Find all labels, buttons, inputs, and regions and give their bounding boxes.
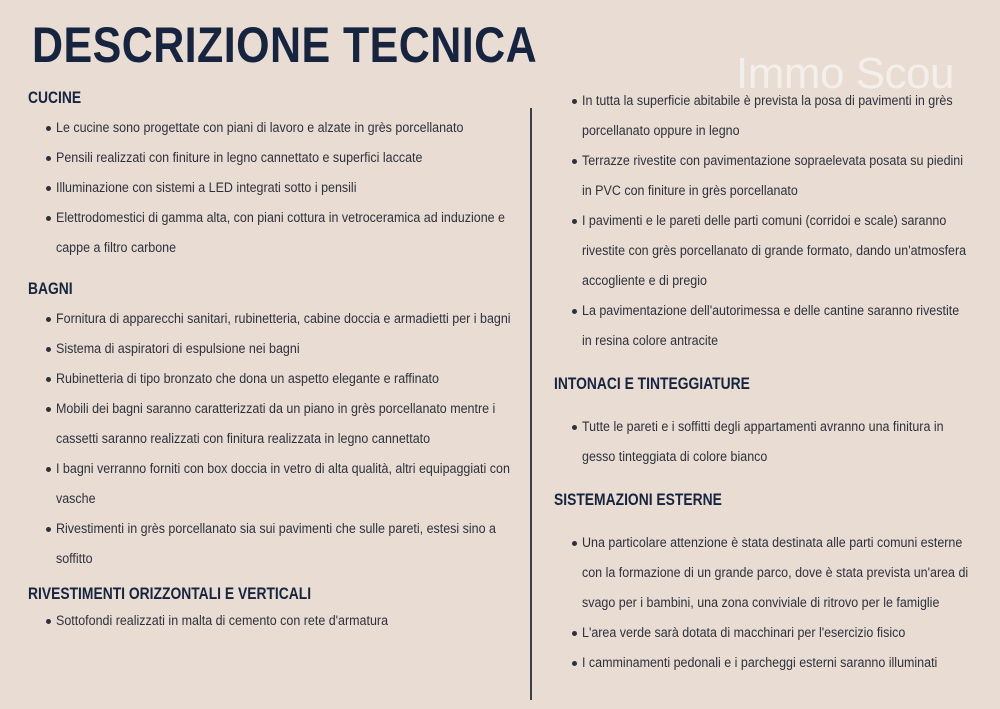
- list-esterne: [554, 528, 974, 678]
- list-rivestimenti: [28, 606, 518, 636]
- list-item: L'area verde sarà dotata di macchinari per l'esercizio fisico: [554, 618, 974, 648]
- list-item: Mobili dei bagni saranno caratterizzati da un piano in grès porcellanato mentre i cassetti saranno realizzati con finitura realizzata in legno cannettato: [28, 394, 518, 454]
- list-item: Elettrodomestici di gamma alta, con piani cottura in vetroceramica ad induzione e cappe a filtro carbone: [28, 203, 518, 263]
- list-bagni: [28, 304, 518, 574]
- section-heading-cucine: CUCINE: [28, 89, 82, 107]
- section-heading-intonaci: INTONACI E TINTEGGIATURE: [554, 375, 750, 393]
- list-item: Sistema di aspiratori di espulsione nei bagni: [28, 334, 518, 364]
- section-heading-bagni: BAGNI: [28, 280, 73, 298]
- list-item: La pavimentazione dell'autorimessa e delle cantine saranno rivestite in resina colore antracite: [554, 296, 974, 356]
- list-item: In tutta la superficie abitabile è prevista la posa di pavimenti in grès porcellanato oppure in legno: [554, 86, 974, 146]
- watermark-logo: Immo Scou: [736, 49, 955, 98]
- page-title: DESCRIZIONE TECNICA: [32, 17, 538, 73]
- list-item: I bagni verranno forniti con box doccia in vetro di alta qualità, altri equipaggiati con vasche: [28, 454, 518, 514]
- list-item: Illuminazione con sistemi a LED integrati sotto i pensili: [28, 173, 518, 203]
- list-item: Rivestimenti in grès porcellanato sia sui pavimenti che sulle pareti, estesi sino a soffitto: [28, 514, 518, 574]
- section-heading-rivestimenti: RIVESTIMENTI ORIZZONTALI E VERTICALI: [28, 585, 312, 603]
- right-column: [554, 86, 974, 678]
- list-item: I camminamenti pedonali e i parcheggi esterni saranno illuminati: [554, 648, 974, 678]
- list-cucine: [28, 113, 518, 263]
- list-intonaci: [554, 412, 974, 472]
- list-item: Pensili realizzati con finiture in legno cannettato e superfici laccate: [28, 143, 518, 173]
- list-item: Fornitura di apparecchi sanitari, rubinetteria, cabine doccia e armadietti per i bagni: [28, 304, 518, 334]
- list-item: I pavimenti e le pareti delle parti comuni (corridoi e scale) saranno rivestite con grès porcellanato di grande formato, dando un'atmosfera accogliente e di pregio: [554, 206, 974, 296]
- section-heading-esterne: SISTEMAZIONI ESTERNE: [554, 491, 722, 509]
- list-item: Le cucine sono progettate con piani di lavoro e alzate in grès porcellanato: [28, 113, 518, 143]
- list-item: Rubinetteria di tipo bronzato che dona un aspetto elegante e raffinato: [28, 364, 518, 394]
- list-item: Una particolare attenzione è stata destinata alle parti comuni esterne con la formazione di un grande parco, dove è stata prevista un'area di svago per i bambini, una zona conviviale di ritrovo per le famiglie: [554, 528, 974, 618]
- list-pavimenti: [554, 86, 974, 356]
- list-item: Tutte le pareti e i soffitti degli appartamenti avranno una finitura in gesso tinteggiata di colore bianco: [554, 412, 974, 472]
- list-item: Sottofondi realizzati in malta di cemento con rete d'armatura: [28, 606, 518, 636]
- list-item: Terrazze rivestite con pavimentazione sopraelevata posata su piedini in PVC con finiture in grès porcellanato: [554, 146, 974, 206]
- left-column: [28, 86, 518, 636]
